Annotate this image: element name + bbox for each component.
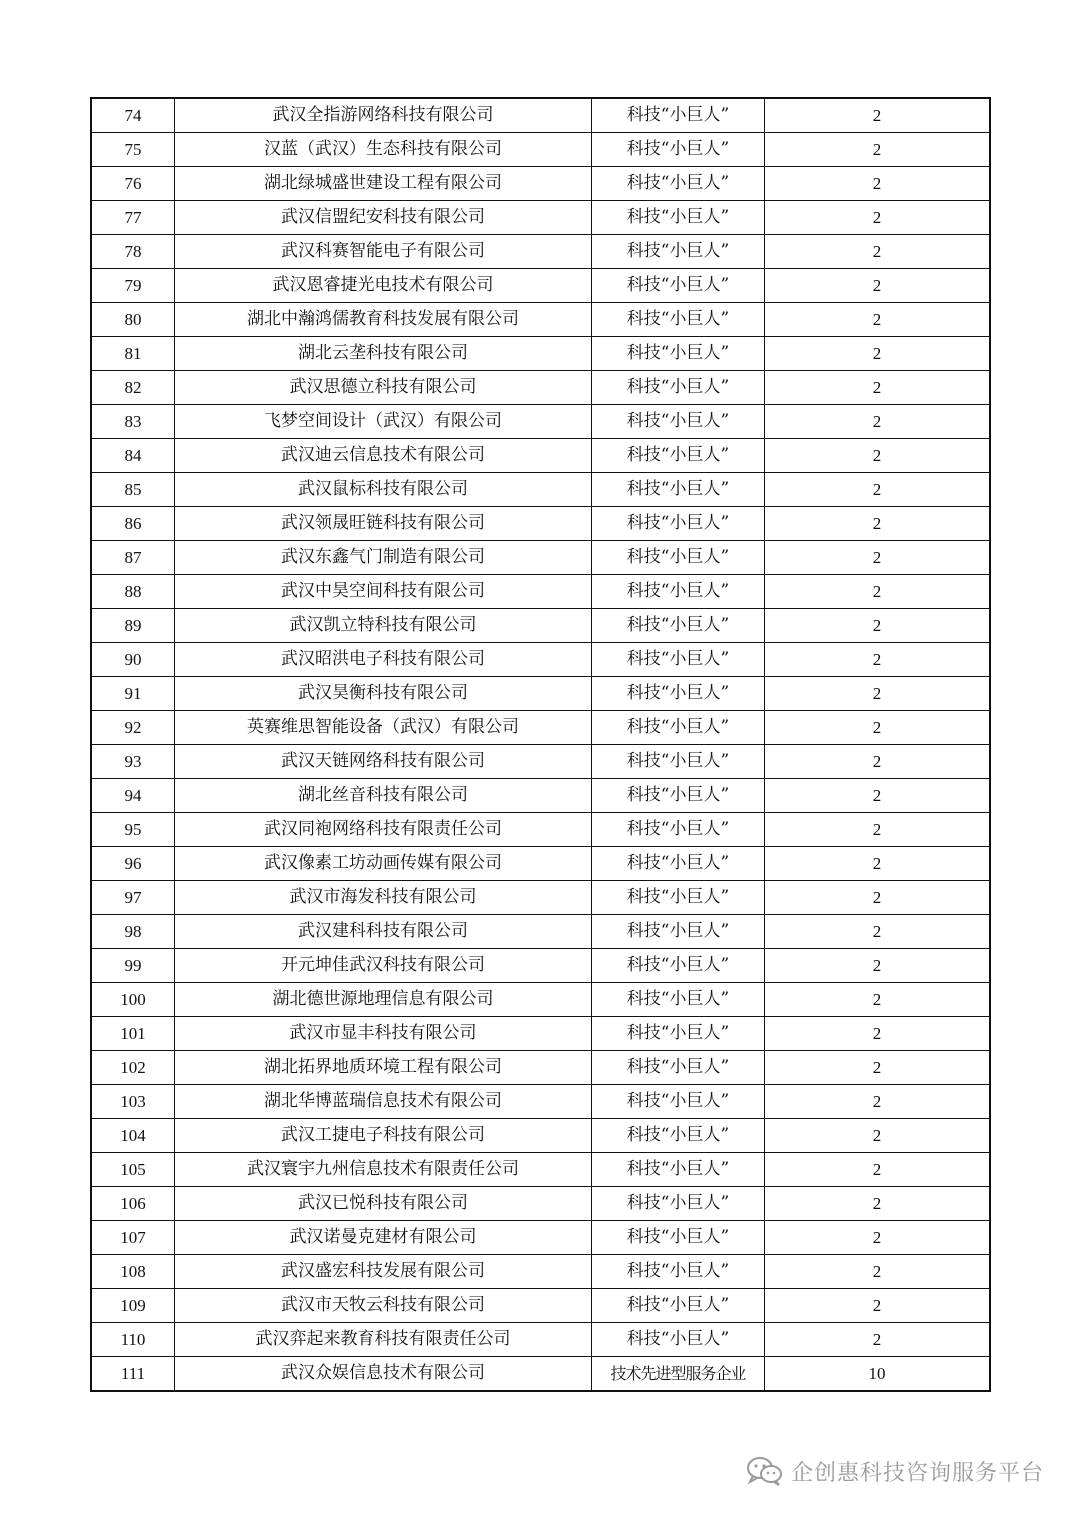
company-name: 武汉盛宏科技发展有限公司 (175, 1255, 592, 1289)
enterprise-type: 科技“小巨人” (592, 1255, 765, 1289)
score-value: 2 (765, 745, 991, 779)
table-row (91, 609, 990, 643)
row-number: 81 (91, 337, 175, 371)
table-row (91, 337, 990, 371)
enterprise-type: 科技“小巨人” (592, 711, 765, 745)
table-row (91, 1221, 990, 1255)
enterprise-type: 科技“小巨人” (592, 949, 765, 983)
table-row (91, 1323, 990, 1357)
enterprise-type: 科技“小巨人” (592, 1085, 765, 1119)
company-name: 湖北德世源地理信息有限公司 (175, 983, 592, 1017)
row-number: 88 (91, 575, 175, 609)
table-row (91, 473, 990, 507)
table-row (91, 779, 990, 813)
table-row (91, 1153, 990, 1187)
enterprise-type: 科技“小巨人” (592, 1017, 765, 1051)
row-number: 95 (91, 813, 175, 847)
company-name: 武汉信盟纪安科技有限公司 (175, 201, 592, 235)
table-row (91, 847, 990, 881)
table-row (91, 269, 990, 303)
company-name: 开元坤佳武汉科技有限公司 (175, 949, 592, 983)
row-number: 91 (91, 677, 175, 711)
row-number: 100 (91, 983, 175, 1017)
row-number: 96 (91, 847, 175, 881)
company-name: 武汉昭洪电子科技有限公司 (175, 643, 592, 677)
score-value: 2 (765, 983, 991, 1017)
enterprise-type: 科技“小巨人” (592, 235, 765, 269)
score-value: 2 (765, 1051, 991, 1085)
enterprise-type: 科技“小巨人” (592, 1153, 765, 1187)
row-number: 78 (91, 235, 175, 269)
company-name: 武汉工捷电子科技有限公司 (175, 1119, 592, 1153)
score-value: 2 (765, 711, 991, 745)
company-name: 武汉同袍网络科技有限责任公司 (175, 813, 592, 847)
score-value: 2 (765, 235, 991, 269)
enterprise-type: 科技“小巨人” (592, 473, 765, 507)
score-value: 2 (765, 575, 991, 609)
row-number: 85 (91, 473, 175, 507)
row-number: 111 (91, 1357, 175, 1392)
company-name: 湖北拓界地质环境工程有限公司 (175, 1051, 592, 1085)
enterprise-type: 技术先进型服务企业 (592, 1357, 765, 1392)
company-table-body (91, 98, 990, 1391)
company-name: 湖北云垄科技有限公司 (175, 337, 592, 371)
enterprise-type: 科技“小巨人” (592, 98, 765, 133)
score-value: 2 (765, 473, 991, 507)
row-number: 82 (91, 371, 175, 405)
enterprise-type: 科技“小巨人” (592, 881, 765, 915)
score-value: 2 (765, 677, 991, 711)
company-name: 武汉诺曼克建材有限公司 (175, 1221, 592, 1255)
company-table (90, 97, 991, 1392)
row-number: 80 (91, 303, 175, 337)
row-number: 94 (91, 779, 175, 813)
score-value: 2 (765, 1085, 991, 1119)
company-name: 湖北中瀚鸿儒教育科技发展有限公司 (175, 303, 592, 337)
score-value: 2 (765, 405, 991, 439)
table-row (91, 98, 990, 133)
table-row (91, 235, 990, 269)
score-value: 2 (765, 643, 991, 677)
company-name: 湖北绿城盛世建设工程有限公司 (175, 167, 592, 201)
enterprise-type: 科技“小巨人” (592, 303, 765, 337)
company-list-sheet (90, 97, 984, 1392)
score-value: 2 (765, 1221, 991, 1255)
enterprise-type: 科技“小巨人” (592, 609, 765, 643)
enterprise-type: 科技“小巨人” (592, 983, 765, 1017)
score-value: 2 (765, 1119, 991, 1153)
table-row (91, 133, 990, 167)
enterprise-type: 科技“小巨人” (592, 745, 765, 779)
score-value: 2 (765, 201, 991, 235)
table-row (91, 541, 990, 575)
table-row (91, 1017, 990, 1051)
row-number: 84 (91, 439, 175, 473)
row-number: 87 (91, 541, 175, 575)
enterprise-type: 科技“小巨人” (592, 371, 765, 405)
score-value: 2 (765, 371, 991, 405)
company-name: 武汉弈起来教育科技有限责任公司 (175, 1323, 592, 1357)
enterprise-type: 科技“小巨人” (592, 269, 765, 303)
score-value: 2 (765, 133, 991, 167)
row-number: 83 (91, 405, 175, 439)
score-value: 2 (765, 303, 991, 337)
row-number: 109 (91, 1289, 175, 1323)
company-name: 飞梦空间设计（武汉）有限公司 (175, 405, 592, 439)
table-row (91, 1051, 990, 1085)
table-row (91, 915, 990, 949)
row-number: 99 (91, 949, 175, 983)
score-value: 2 (765, 1017, 991, 1051)
row-number: 79 (91, 269, 175, 303)
company-name: 武汉迪云信息技术有限公司 (175, 439, 592, 473)
company-name: 武汉鼠标科技有限公司 (175, 473, 592, 507)
table-row (91, 167, 990, 201)
table-row (91, 1255, 990, 1289)
enterprise-type: 科技“小巨人” (592, 507, 765, 541)
enterprise-type: 科技“小巨人” (592, 813, 765, 847)
row-number: 90 (91, 643, 175, 677)
wechat-icon (745, 1455, 785, 1487)
table-row (91, 371, 990, 405)
enterprise-type: 科技“小巨人” (592, 643, 765, 677)
company-name: 湖北丝音科技有限公司 (175, 779, 592, 813)
score-value: 2 (765, 1289, 991, 1323)
company-name: 武汉天链网络科技有限公司 (175, 745, 592, 779)
table-row (91, 405, 990, 439)
table-row (91, 983, 990, 1017)
score-value: 2 (765, 609, 991, 643)
score-value: 2 (765, 779, 991, 813)
company-name: 英赛维思智能设备（武汉）有限公司 (175, 711, 592, 745)
table-row (91, 643, 990, 677)
enterprise-type: 科技“小巨人” (592, 1221, 765, 1255)
company-name: 武汉众娱信息技术有限公司 (175, 1357, 592, 1392)
row-number: 106 (91, 1187, 175, 1221)
company-name: 武汉市天牧云科技有限公司 (175, 1289, 592, 1323)
row-number: 97 (91, 881, 175, 915)
score-value: 2 (765, 1153, 991, 1187)
company-name: 武汉市显丰科技有限公司 (175, 1017, 592, 1051)
row-number: 103 (91, 1085, 175, 1119)
table-row (91, 1357, 990, 1392)
score-value: 2 (765, 813, 991, 847)
enterprise-type: 科技“小巨人” (592, 847, 765, 881)
score-value: 2 (765, 1323, 991, 1357)
enterprise-type: 科技“小巨人” (592, 541, 765, 575)
company-name: 武汉市海发科技有限公司 (175, 881, 592, 915)
company-name: 武汉科赛智能电子有限公司 (175, 235, 592, 269)
score-value: 2 (765, 337, 991, 371)
score-value: 2 (765, 167, 991, 201)
enterprise-type: 科技“小巨人” (592, 133, 765, 167)
enterprise-type: 科技“小巨人” (592, 167, 765, 201)
table-row (91, 949, 990, 983)
table-row (91, 201, 990, 235)
score-value: 2 (765, 1187, 991, 1221)
row-number: 92 (91, 711, 175, 745)
table-row (91, 575, 990, 609)
company-name: 武汉领晟旺链科技有限公司 (175, 507, 592, 541)
company-name: 武汉思德立科技有限公司 (175, 371, 592, 405)
enterprise-type: 科技“小巨人” (592, 1051, 765, 1085)
company-name: 武汉东鑫气门制造有限公司 (175, 541, 592, 575)
score-value: 2 (765, 269, 991, 303)
row-number: 93 (91, 745, 175, 779)
table-row (91, 507, 990, 541)
company-name: 武汉像素工坊动画传媒有限公司 (175, 847, 592, 881)
company-name: 汉蓝（武汉）生态科技有限公司 (175, 133, 592, 167)
watermark-text: 企创惠科技咨询服务平台 (790, 1460, 1044, 1486)
enterprise-type: 科技“小巨人” (592, 1289, 765, 1323)
score-value: 2 (765, 507, 991, 541)
company-name: 武汉已悦科技有限公司 (175, 1187, 592, 1221)
row-number: 89 (91, 609, 175, 643)
enterprise-type: 科技“小巨人” (592, 677, 765, 711)
row-number: 110 (91, 1323, 175, 1357)
company-name: 武汉中昊空间科技有限公司 (175, 575, 592, 609)
enterprise-type: 科技“小巨人” (592, 201, 765, 235)
table-row (91, 1119, 990, 1153)
enterprise-type: 科技“小巨人” (592, 1323, 765, 1357)
table-row (91, 677, 990, 711)
score-value: 10 (765, 1357, 991, 1392)
table-row (91, 303, 990, 337)
company-name: 武汉全指游网络科技有限公司 (175, 98, 592, 133)
row-number: 98 (91, 915, 175, 949)
row-number: 86 (91, 507, 175, 541)
row-number: 75 (91, 133, 175, 167)
company-name: 武汉寰宇九州信息技术有限责任公司 (175, 1153, 592, 1187)
table-row (91, 1289, 990, 1323)
enterprise-type: 科技“小巨人” (592, 439, 765, 473)
row-number: 105 (91, 1153, 175, 1187)
row-number: 102 (91, 1051, 175, 1085)
table-row (91, 711, 990, 745)
score-value: 2 (765, 1255, 991, 1289)
score-value: 2 (765, 881, 991, 915)
row-number: 101 (91, 1017, 175, 1051)
row-number: 107 (91, 1221, 175, 1255)
table-row (91, 1085, 990, 1119)
score-value: 2 (765, 847, 991, 881)
enterprise-type: 科技“小巨人” (592, 915, 765, 949)
company-name: 武汉建科科技有限公司 (175, 915, 592, 949)
score-value: 2 (765, 439, 991, 473)
row-number: 104 (91, 1119, 175, 1153)
table-row (91, 439, 990, 473)
score-value: 2 (765, 949, 991, 983)
table-row (91, 881, 990, 915)
enterprise-type: 科技“小巨人” (592, 779, 765, 813)
row-number: 76 (91, 167, 175, 201)
score-value: 2 (765, 98, 991, 133)
enterprise-type: 科技“小巨人” (592, 1187, 765, 1221)
company-name: 武汉昊衡科技有限公司 (175, 677, 592, 711)
score-value: 2 (765, 541, 991, 575)
watermark (745, 1455, 1044, 1487)
enterprise-type: 科技“小巨人” (592, 337, 765, 371)
enterprise-type: 科技“小巨人” (592, 1119, 765, 1153)
company-name: 武汉凯立特科技有限公司 (175, 609, 592, 643)
company-name: 武汉恩睿捷光电技术有限公司 (175, 269, 592, 303)
enterprise-type: 科技“小巨人” (592, 405, 765, 439)
table-row (91, 813, 990, 847)
row-number: 77 (91, 201, 175, 235)
company-name: 湖北华博蓝瑞信息技术有限公司 (175, 1085, 592, 1119)
row-number: 74 (91, 98, 175, 133)
row-number: 108 (91, 1255, 175, 1289)
table-row (91, 1187, 990, 1221)
score-value: 2 (765, 915, 991, 949)
enterprise-type: 科技“小巨人” (592, 575, 765, 609)
table-row (91, 745, 990, 779)
